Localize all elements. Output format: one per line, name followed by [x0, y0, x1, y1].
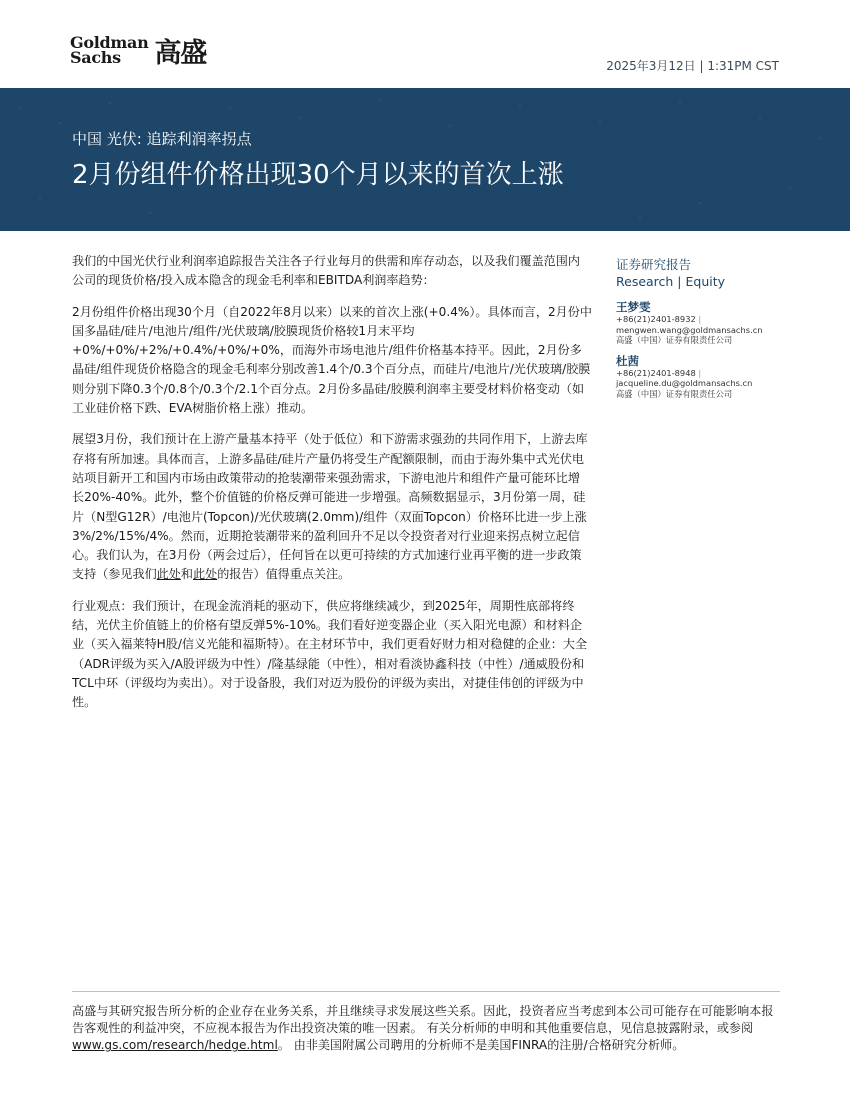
logo-chinese-name: 高盛 [154, 37, 207, 69]
outlook-conjunction: 和 [180, 567, 193, 582]
analyst-name: 王梦雯 [616, 300, 651, 314]
disclosure-text: 高盛与其研究报告所分析的企业存在业务关系，并且继续寻求发展这些关系。因此，投资者应当考虑到本公司可能存在可能影响本报告客观性的利益冲突，不应视本报告为作出投资决策的唯一因素。 有关分析师的申明和其他重要信息，见信息披露附录，或参阅 [72, 1004, 774, 1036]
outlook-paragraph [72, 430, 592, 584]
footer-divider [72, 991, 780, 992]
goldman-sachs-logo[interactable] [70, 30, 206, 70]
title-banner [0, 88, 850, 231]
disclosure-link[interactable]: www.gs.com/research/hedge.html [72, 1038, 278, 1053]
analyst-card [616, 300, 786, 346]
sidebar-heading-en: Research | Equity [616, 274, 726, 289]
logo-wordmark [70, 35, 148, 65]
analyst-firm: 高盛（中国）证券有限责任公司 [616, 388, 733, 399]
analyst-email[interactable]: jacqueline.du@goldmansachs.cn [616, 378, 753, 388]
intro-paragraph: 我们的中国光伏行业利润率追踪报告关注各子行业每月的供需和库存动态，以及我们覆盖范围内公司的现货价格/投入成本隐含的现金毛利率和EBITDA利润率趋势： [72, 254, 580, 288]
analyst-name: 杜茜 [616, 353, 639, 368]
analyst-firm: 高盛（中国）证券有限责任公司 [616, 335, 733, 345]
analyst-phone-row [616, 314, 786, 325]
logo-line-2: Sachs [70, 48, 121, 67]
separator: | [698, 367, 702, 378]
industry-view-paragraph: 行业观点：我们预计，在现金流消耗的驱动下，供应将继续减少，到2025年，周期性底部将终结，光伏主价值链上的价格有望反弹5%-10%。我们看好逆变器企业（买入阳光电源）和材料企业（买入福莱特H股/信义光能和福斯特）。在主材环节中，我们更看好财力相对稳健的企业：大全（ADR评级为买入/A股评级为中性）/隆基绿能（中性），相对看淡协鑫科技（中性）/通威股份和TCL中环（评级均为卖出）。对于设备股，我们对迈为股份的评级为卖出，对捷佳伟创的评级为中性。 [72, 598, 588, 710]
outlook-text-end: 的报告）值得重点关注。 [217, 567, 351, 582]
outlook-text: 展望3月份，我们预计在上游产量基本持平（处于低位）和下游需求强劲的共同作用下，上游去库存将有所加速。具体而言，上游多晶硅/硅片产量仍将受生产配额限制，而由于海外集中式光伏电站项目新开工和国内市场由政策带动的抢装潮带来强劲需求，下游电池片和组件产量可能环比增长20%-40%。此外，整个价值链的价格反弹可能进一步增强。高频数据显示，3月份第一周，硅片（N型G12R）/电池片(Topcon)/光伏玻璃(2.0mm)/组件（双面Topcon）价格环比进一步上涨3%/2%/15%/4%。然而，近期抢装潮带来的盈利回升不足以令投资者对行业迎来拐点树立起信心。我们认为，在3月份（两会过后），任何旨在以更可持续的方式加速行业再平衡的进一步政策支持（参见我们 [72, 432, 588, 582]
separator: | [698, 314, 702, 324]
logo-line-1: Goldman [70, 33, 149, 52]
analyst-phone: +86(21)2401-8932 [616, 314, 696, 324]
price-summary-paragraph: 2月份组件价格出现30个月（自2022年8月以来）以来的首次上涨(+0.4%）。具体而言，2月份中国多晶硅/硅片/电池片/组件/光伏玻璃/胶膜现货价格较1月末平均+0%/+0%/+2%/+0.4%/+0%/+0%，而海外市场电池片/组件价格基本持平。因此，2月份多晶硅/组件现货价格隐含的现金毛利率分别改善1.4个/0.3个百分点，而硅片/电池片/光伏玻璃/胶膜则分别下降0.3个/0.8个/0.3个/2.1个百分点。2月份多晶硅/胶膜利润率主要受材料价格变动（如工业硅价格下跌、EVA树脂价格上涨）推动。 [72, 304, 592, 416]
analyst-sidebar [616, 256, 786, 407]
analyst-phone: +86(21)2401-8948 [616, 367, 696, 378]
sidebar-heading-cn: 证券研究报告 [616, 257, 692, 272]
banner-subtitle: 中国 光伏: 追踪利润率拐点 [72, 130, 252, 148]
report-link-1[interactable]: 此处 [156, 567, 181, 582]
report-link-2[interactable]: 此处 [192, 567, 218, 582]
report-title: 2月份组件价格出现30个月以来的首次上涨 [72, 160, 564, 190]
disclosure-footer [72, 1003, 780, 1055]
report-body [72, 252, 592, 725]
analyst-card [616, 354, 786, 400]
report-dateline: 2025年3月12日 | 1:31PM CST [606, 59, 779, 73]
disclosure-text-end: 。 由非美国附属公司聘用的分析师不是美国FINRA的注册/合格研究分析师。 [277, 1038, 685, 1053]
analyst-email[interactable]: mengwen.wang@goldmansachs.cn [616, 324, 763, 335]
analyst-phone-row [616, 368, 786, 379]
